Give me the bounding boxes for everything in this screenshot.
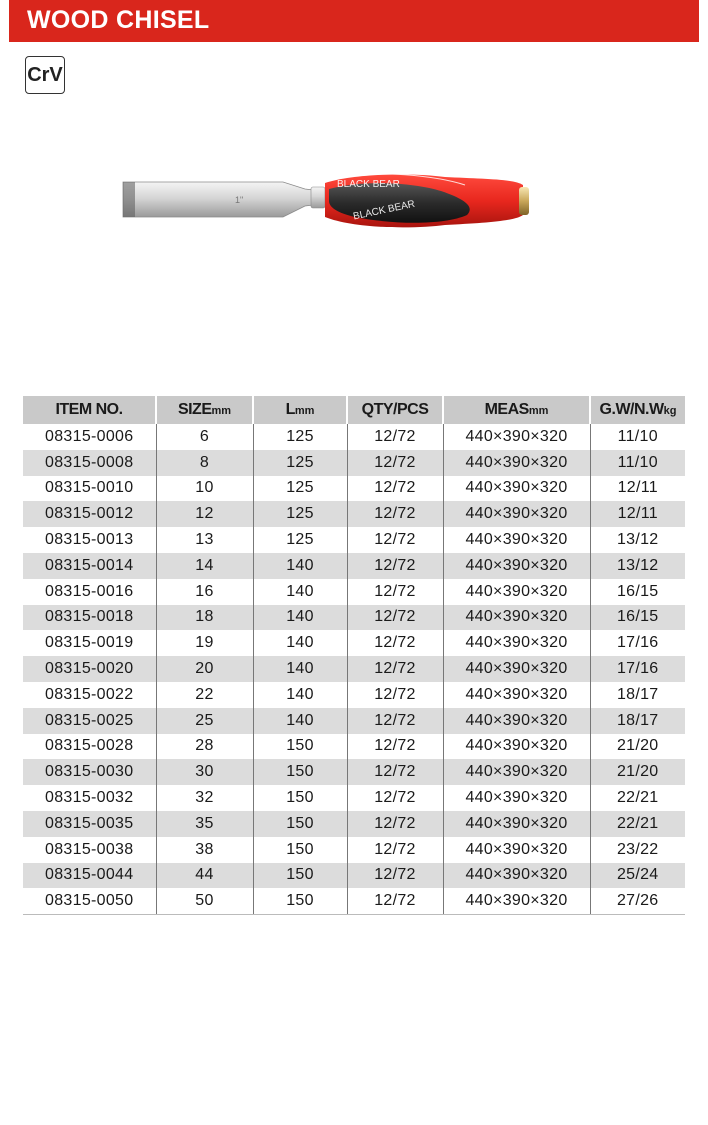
meas-cell: 440×390×320 [443, 527, 590, 553]
length-cell: 140 [253, 630, 347, 656]
meas-cell: 440×390×320 [443, 630, 590, 656]
size-cell: 16 [156, 579, 253, 605]
meas-cell: 440×390×320 [443, 759, 590, 785]
weight-cell: 17/16 [590, 656, 685, 682]
meas-cell: 440×390×320 [443, 450, 590, 476]
table-row [23, 708, 685, 734]
table-row [23, 656, 685, 682]
item-no-cell: 08315-0008 [23, 450, 156, 476]
length-cell: 140 [253, 656, 347, 682]
length-cell: 140 [253, 553, 347, 579]
size-cell: 19 [156, 630, 253, 656]
size-cell: 14 [156, 553, 253, 579]
column-header [156, 396, 253, 424]
table-row [23, 630, 685, 656]
chisel-blade [123, 182, 313, 217]
column-header-unit: mm [528, 405, 549, 417]
weight-cell: 21/20 [590, 759, 685, 785]
size-cell: 22 [156, 682, 253, 708]
meas-cell: 440×390×320 [443, 734, 590, 760]
size-cell: 30 [156, 759, 253, 785]
weight-cell: 23/22 [616, 840, 659, 858]
meas-cell: 440×390×320 [443, 682, 590, 708]
qty-cell: 12/72 [347, 630, 443, 656]
length-cell: 140 [253, 605, 347, 631]
item-no-cell: 08315-0028 [23, 734, 156, 760]
table-row [23, 450, 685, 476]
item-no-cell: 08315-0006 [23, 424, 156, 450]
item-no-cell: 08315-0038 [23, 837, 156, 863]
size-cell: 35 [156, 811, 253, 837]
column-header-label: SIZE [177, 401, 212, 418]
qty-cell: 12/72 [347, 888, 443, 914]
length-cell: 150 [253, 759, 347, 785]
item-no-cell: 08315-0044 [23, 863, 156, 889]
table-row [23, 579, 685, 605]
size-cell: 13 [156, 527, 253, 553]
table-row [23, 424, 685, 450]
qty-cell: 12/72 [347, 785, 443, 811]
meas-cell: 440×390×320 [443, 888, 590, 914]
table-row [23, 682, 685, 708]
size-cell: 20 [156, 656, 253, 682]
item-no-cell: 08315-0018 [23, 605, 156, 631]
weight-cell: 12/11 [617, 479, 658, 497]
meas-cell: 440×390×320 [443, 579, 590, 605]
item-no-cell: 08315-0016 [23, 579, 156, 605]
length-cell: 125 [253, 527, 347, 553]
material-badge: CrV [25, 56, 65, 94]
table-row [23, 759, 685, 785]
meas-cell: 440×390×320 [443, 553, 590, 579]
meas-cell: 440×390×320 [443, 811, 590, 837]
size-cell: 44 [156, 863, 253, 889]
size-cell: 38 [156, 837, 253, 863]
column-header-unit: mm [294, 405, 315, 417]
brand-text-top: BLACK BEAR [337, 179, 400, 190]
table-row [23, 527, 685, 553]
length-cell: 150 [253, 863, 347, 889]
table-row [23, 785, 685, 811]
table-row [23, 837, 685, 863]
column-header-label: QTY/PCS [361, 401, 429, 418]
column-header-unit: kg [663, 405, 677, 417]
blade-size-mark: 1" [235, 195, 244, 205]
table-row [23, 734, 685, 760]
size-cell: 32 [156, 785, 253, 811]
page-title: WOOD CHISEL [27, 6, 210, 34]
qty-cell: 12/72 [347, 553, 443, 579]
item-no-cell: 08315-0035 [23, 811, 156, 837]
length-cell: 150 [253, 837, 347, 863]
meas-cell: 440×390×320 [443, 605, 590, 631]
table-row [23, 501, 685, 527]
length-cell: 140 [253, 579, 347, 605]
table-row [23, 476, 685, 502]
meas-cell: 440×390×320 [443, 656, 590, 682]
weight-cell: 13/12 [616, 531, 659, 549]
column-header-label: L [285, 401, 295, 418]
meas-cell: 440×390×320 [443, 837, 590, 863]
meas-cell: 440×390×320 [443, 476, 590, 502]
qty-cell: 12/72 [347, 682, 443, 708]
size-cell: 18 [156, 605, 253, 631]
weight-cell: 17/16 [616, 634, 659, 652]
meas-cell: 440×390×320 [443, 501, 590, 527]
item-no-cell: 08315-0025 [23, 708, 156, 734]
weight-cell: 18/17 [616, 685, 659, 703]
length-cell: 125 [253, 501, 347, 527]
meas-cell: 440×390×320 [443, 785, 590, 811]
weight-cell: 27/26 [590, 888, 685, 914]
qty-cell: 12/72 [347, 605, 443, 631]
brand-text-bottom: BLACK BEAR [352, 198, 416, 223]
qty-cell: 12/72 [347, 656, 443, 682]
item-no-cell: 08315-0013 [23, 527, 156, 553]
weight-cell: 16/15 [616, 582, 659, 600]
length-cell: 150 [253, 785, 347, 811]
weight-cell: 11/10 [590, 450, 685, 476]
table-header-row [23, 396, 685, 424]
weight-cell: 21/20 [616, 737, 659, 755]
column-header [347, 396, 443, 424]
table-row [23, 863, 685, 889]
weight-cell: 16/15 [590, 605, 685, 631]
item-no-cell: 08315-0032 [23, 785, 156, 811]
column-header [23, 396, 156, 424]
weight-cell: 13/12 [590, 553, 685, 579]
spec-table [23, 396, 685, 915]
item-no-cell: 08315-0019 [23, 630, 156, 656]
qty-cell: 12/72 [347, 708, 443, 734]
column-header [443, 396, 590, 424]
size-cell: 25 [156, 708, 253, 734]
length-cell: 125 [253, 450, 347, 476]
title-banner [9, 0, 699, 42]
column-header-label: MEAS [484, 401, 529, 418]
size-cell: 8 [156, 450, 253, 476]
qty-cell: 12/72 [347, 759, 443, 785]
size-cell: 12 [156, 501, 253, 527]
meas-cell: 440×390×320 [443, 708, 590, 734]
item-no-cell: 08315-0010 [23, 476, 156, 502]
table-row [23, 553, 685, 579]
length-cell: 150 [253, 734, 347, 760]
length-cell: 140 [253, 682, 347, 708]
meas-cell: 440×390×320 [443, 424, 590, 450]
size-cell: 6 [156, 424, 253, 450]
qty-cell: 12/72 [347, 811, 443, 837]
column-header-label: ITEM NO. [55, 401, 123, 418]
meas-cell: 440×390×320 [443, 863, 590, 889]
wood-chisel-image [115, 165, 535, 240]
weight-cell: 25/24 [590, 863, 685, 889]
qty-cell: 12/72 [347, 579, 443, 605]
table-row [23, 811, 685, 837]
handle-end-cap [519, 187, 529, 215]
column-header [590, 396, 685, 424]
qty-cell: 12/72 [347, 424, 443, 450]
length-cell: 150 [253, 811, 347, 837]
qty-cell: 12/72 [347, 450, 443, 476]
weight-cell: 18/17 [590, 708, 685, 734]
length-cell: 125 [253, 476, 347, 502]
table-row [23, 888, 685, 914]
item-no-cell: 08315-0012 [23, 501, 156, 527]
item-no-cell: 08315-0022 [23, 682, 156, 708]
weight-cell: 11/10 [617, 427, 658, 445]
item-no-cell: 08315-0050 [23, 888, 156, 914]
item-no-cell: 08315-0014 [23, 553, 156, 579]
column-header-unit: mm [211, 405, 232, 417]
length-cell: 140 [253, 708, 347, 734]
qty-cell: 12/72 [347, 501, 443, 527]
qty-cell: 12/72 [347, 527, 443, 553]
qty-cell: 12/72 [347, 837, 443, 863]
column-header-label: G.W/N.W [599, 401, 664, 418]
table-row [23, 605, 685, 631]
weight-cell: 22/21 [616, 789, 659, 807]
length-cell: 150 [253, 888, 347, 914]
qty-cell: 12/72 [347, 476, 443, 502]
size-cell: 50 [156, 888, 253, 914]
column-header [253, 396, 347, 424]
size-cell: 28 [156, 734, 253, 760]
weight-cell: 22/21 [590, 811, 685, 837]
size-cell: 10 [156, 476, 253, 502]
qty-cell: 12/72 [347, 863, 443, 889]
qty-cell: 12/72 [347, 734, 443, 760]
item-no-cell: 08315-0030 [23, 759, 156, 785]
item-no-cell: 08315-0020 [23, 656, 156, 682]
weight-cell: 12/11 [590, 501, 685, 527]
table-body [23, 424, 685, 915]
length-cell: 125 [253, 424, 347, 450]
